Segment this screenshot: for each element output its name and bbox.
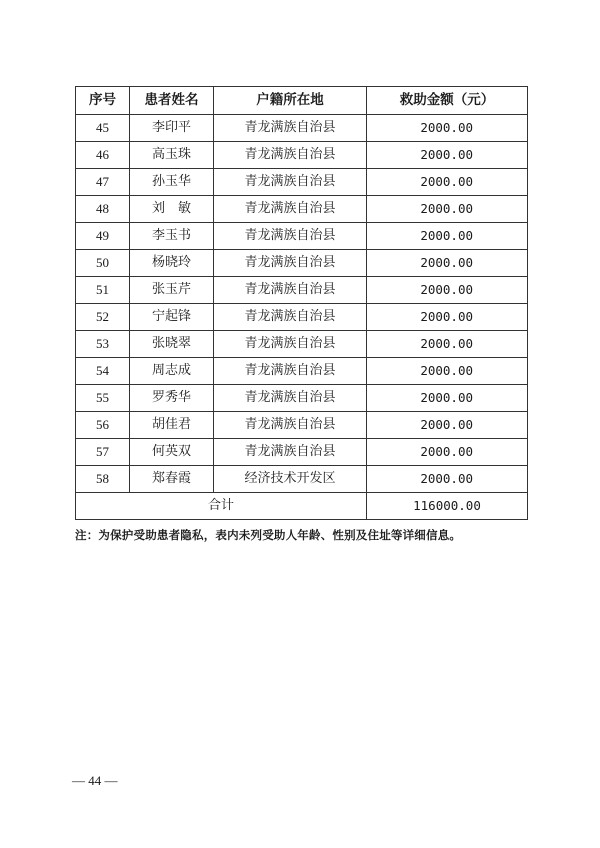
cell-residence: 青龙满族自治县 bbox=[214, 331, 367, 358]
table-row bbox=[76, 439, 528, 466]
cell-amount: 2000.00 bbox=[367, 358, 528, 385]
cell-seq: 51 bbox=[76, 277, 130, 304]
cell-seq: 45 bbox=[76, 115, 130, 142]
cell-seq: 57 bbox=[76, 439, 130, 466]
cell-amount: 2000.00 bbox=[367, 115, 528, 142]
table-row bbox=[76, 223, 528, 250]
cell-name: 何英双 bbox=[130, 439, 214, 466]
table-row bbox=[76, 358, 528, 385]
cell-seq: 47 bbox=[76, 169, 130, 196]
cell-amount: 2000.00 bbox=[367, 439, 528, 466]
cell-seq: 48 bbox=[76, 196, 130, 223]
header-amount: 救助金额（元） bbox=[367, 87, 528, 115]
total-label: 合计 bbox=[76, 493, 367, 520]
cell-residence: 青龙满族自治县 bbox=[214, 412, 367, 439]
table-header-row bbox=[76, 87, 528, 115]
table-row bbox=[76, 385, 528, 412]
cell-residence: 青龙满族自治县 bbox=[214, 358, 367, 385]
cell-residence: 青龙满族自治县 bbox=[214, 277, 367, 304]
cell-amount: 2000.00 bbox=[367, 331, 528, 358]
cell-seq: 52 bbox=[76, 304, 130, 331]
cell-name: 李印平 bbox=[130, 115, 214, 142]
cell-residence: 青龙满族自治县 bbox=[214, 223, 367, 250]
table-row bbox=[76, 304, 528, 331]
total-amount: 116000.00 bbox=[367, 493, 528, 520]
cell-name: 郑春霞 bbox=[130, 466, 214, 493]
cell-amount: 2000.00 bbox=[367, 412, 528, 439]
cell-amount: 2000.00 bbox=[367, 142, 528, 169]
header-seq: 序号 bbox=[76, 87, 130, 115]
cell-seq: 55 bbox=[76, 385, 130, 412]
cell-name: 刘 敏 bbox=[130, 196, 214, 223]
table-row bbox=[76, 169, 528, 196]
cell-amount: 2000.00 bbox=[367, 169, 528, 196]
table-row bbox=[76, 142, 528, 169]
cell-seq: 50 bbox=[76, 250, 130, 277]
privacy-note: 注：为保护受助患者隐私，表内未列受助人年龄、性别及住址等详细信息。 bbox=[75, 528, 462, 542]
cell-residence: 青龙满族自治县 bbox=[214, 142, 367, 169]
cell-name: 张玉芹 bbox=[130, 277, 214, 304]
cell-residence: 青龙满族自治县 bbox=[214, 439, 367, 466]
header-residence: 户籍所在地 bbox=[214, 87, 367, 115]
cell-name: 高玉珠 bbox=[130, 142, 214, 169]
cell-residence: 青龙满族自治县 bbox=[214, 385, 367, 412]
cell-seq: 56 bbox=[76, 412, 130, 439]
cell-name: 周志成 bbox=[130, 358, 214, 385]
table-row bbox=[76, 331, 528, 358]
cell-seq: 53 bbox=[76, 331, 130, 358]
header-name: 患者姓名 bbox=[130, 87, 214, 115]
table-row bbox=[76, 250, 528, 277]
table-row bbox=[76, 196, 528, 223]
cell-name: 李玉书 bbox=[130, 223, 214, 250]
cell-name: 张晓翠 bbox=[130, 331, 214, 358]
cell-residence: 青龙满族自治县 bbox=[214, 250, 367, 277]
cell-residence: 青龙满族自治县 bbox=[214, 115, 367, 142]
page-number: — 44 — bbox=[72, 773, 118, 788]
cell-amount: 2000.00 bbox=[367, 196, 528, 223]
cell-amount: 2000.00 bbox=[367, 223, 528, 250]
cell-seq: 49 bbox=[76, 223, 130, 250]
cell-name: 杨晓玲 bbox=[130, 250, 214, 277]
cell-residence: 青龙满族自治县 bbox=[214, 169, 367, 196]
cell-name: 宁起锋 bbox=[130, 304, 214, 331]
table-row bbox=[76, 277, 528, 304]
cell-residence: 经济技术开发区 bbox=[214, 466, 367, 493]
cell-name: 胡佳君 bbox=[130, 412, 214, 439]
table-row bbox=[76, 466, 528, 493]
cell-name: 孙玉华 bbox=[130, 169, 214, 196]
cell-amount: 2000.00 bbox=[367, 385, 528, 412]
cell-amount: 2000.00 bbox=[367, 466, 528, 493]
cell-seq: 54 bbox=[76, 358, 130, 385]
table-total-row bbox=[76, 493, 528, 520]
cell-name: 罗秀华 bbox=[130, 385, 214, 412]
cell-seq: 58 bbox=[76, 466, 130, 493]
table-row bbox=[76, 412, 528, 439]
cell-amount: 2000.00 bbox=[367, 304, 528, 331]
cell-residence: 青龙满族自治县 bbox=[214, 304, 367, 331]
cell-amount: 2000.00 bbox=[367, 277, 528, 304]
cell-residence: 青龙满族自治县 bbox=[214, 196, 367, 223]
relief-table bbox=[75, 86, 528, 520]
table-row bbox=[76, 115, 528, 142]
cell-amount: 2000.00 bbox=[367, 250, 528, 277]
cell-seq: 46 bbox=[76, 142, 130, 169]
